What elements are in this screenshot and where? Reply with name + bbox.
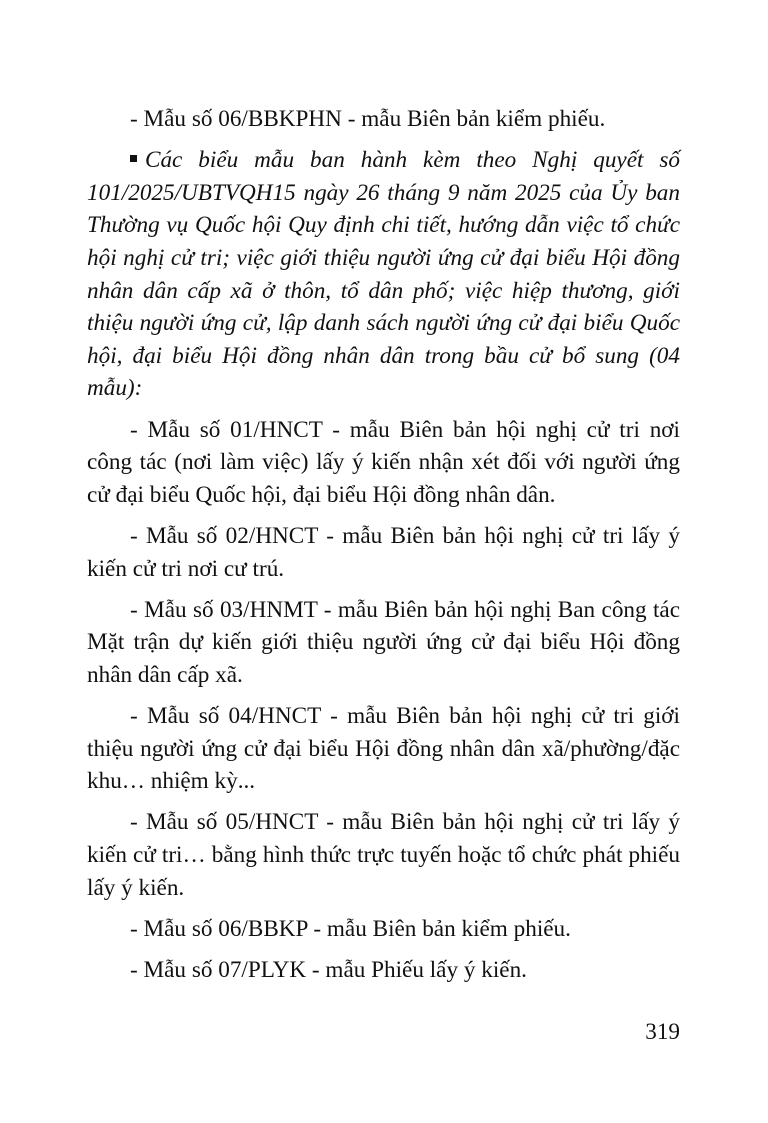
document-body	[87, 103, 680, 995]
form-item-06-bbkp: - Mẫu số 06/BBKP - mẫu Biên bản kiểm phiếu.	[130, 915, 571, 942]
form-item-07-plyk: - Mẫu số 07/PLYK - mẫu Phiếu lấy ý kiến.	[130, 957, 527, 983]
section-heading-text: Các biểu mẫu ban hành kèm theo Nghị quyết số 101/2025/UBTVQH15 ngày 26 tháng 9 năm 2025 của Ủy ban Thường vụ Quốc hội Quy định chi tiết, hướng dẫn việc tổ chức hội nghị cử tri; việc giới thiệu người ứng cử đại biểu Hội đồng nhân dân cấp xã ở thôn, tổ dân phố; việc hiệp thương, giới thiệu người ứng cử, lập danh sách người ứng cử đại biểu Quốc hội, đại biểu Hội đồng nhân dân trong bầu cử bổ sung (04 mẫu):	[87, 147, 680, 402]
form-item-01-hnct: - Mẫu số 01/HNCT - mẫu Biên bản hội nghị cử tri nơi công tác (nơi làm việc) lấy ý kiến nhận xét đối với người ứng cử đại biểu Quốc hội, đại biểu Hội đồng nhân dân.	[87, 416, 680, 508]
form-item-04-hnct: - Mẫu số 04/HNCT - mẫu Biên bản hội nghị cử tri giới thiệu người ứng cử đại biểu Hội đồng nhân dân xã/phường/đặc khu… nhiệm kỳ...	[87, 703, 680, 795]
form-item-05-hnct: - Mẫu số 05/HNCT - mẫu Biên bản hội nghị cử tri lấy ý kiến cử tri… bằng hình thức trực tuyến hoặc tổ chức phát phiếu lấy ý kiến.	[87, 809, 680, 901]
form-item-02-hnct: - Mẫu số 02/HNCT - mẫu Biên bản hội nghị cử tri lấy ý kiến cử tri nơi cư trú.	[87, 522, 680, 582]
form-item-03-hnmt: - Mẫu số 03/HNMT - mẫu Biên bản hội nghị Ban công tác Mặt trận dự kiến giới thiệu người ứng cử đại biểu Hội đồng nhân dân cấp xã.	[87, 596, 680, 688]
page-number: 319	[645, 1019, 680, 1045]
square-bullet-icon	[130, 155, 137, 162]
form-item-06-bbkphn: - Mẫu số 06/BBKPHN - mẫu Biên bản kiểm phiếu.	[130, 106, 606, 132]
section-heading-resolution-101	[87, 144, 680, 405]
